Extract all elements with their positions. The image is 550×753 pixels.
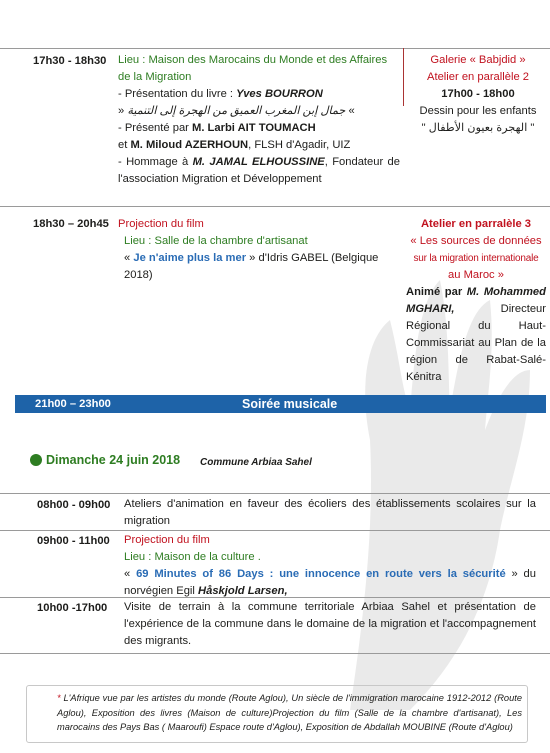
presenters-line-2: et M. Miloud AZERHOUN, FLSH d'Agadir, UIZ bbox=[118, 139, 351, 151]
day-title: Dimanche 24 juin 2018 bbox=[46, 453, 181, 467]
film-title-line: « 69 Minutes of 86 Days : une innocence en route vers la sécurité » du norvégien Egil Håskjold Larsen, bbox=[124, 568, 536, 597]
location-text: Lieu : Maison des Marocains du Monde et des Affaires de la Migration bbox=[118, 54, 388, 83]
workshop-title: Atelier en parralèle 3 bbox=[420, 218, 532, 230]
separator-line bbox=[0, 530, 550, 531]
arabic-book-title: » جمال إبن المغرب العميق من الهجرة إلى التنمية « bbox=[118, 105, 355, 117]
film-session bbox=[124, 532, 536, 600]
separator-line bbox=[0, 597, 550, 598]
film-heading: Projection du film bbox=[124, 534, 210, 546]
time-slot: 17h30 - 18h30 bbox=[33, 55, 107, 67]
activity-text: Ateliers d'animation en faveur des écoliers des établissements scolaires sur la migration bbox=[124, 498, 536, 527]
film-session bbox=[118, 216, 400, 284]
workshop-activity: Dessin pour les enfants bbox=[419, 105, 537, 117]
exhibitions-note bbox=[26, 685, 528, 743]
film-title-line: « Je n'aime plus la mer » d'Idris GABEL (Belgique 2018) bbox=[124, 252, 379, 281]
time-slot: 09h00 - 11h00 bbox=[37, 535, 110, 547]
activity-text: Visite de terrain à la commune territoriale Arbiaa Sahel et présentation de l'expérience de la commune dans le domaine de la migration et l'accompagnement des migrants. bbox=[124, 601, 536, 647]
bar-time: 21h00 – 23h00 bbox=[35, 398, 111, 410]
workshop-time: 17h00 - 18h00 bbox=[441, 88, 515, 100]
bullet-icon bbox=[30, 454, 42, 466]
workshop-topic-3: au Maroc » bbox=[448, 269, 504, 281]
commune-name: Commune Arbiaa Sahel bbox=[200, 457, 312, 468]
separator-line bbox=[0, 206, 550, 207]
separator-line bbox=[0, 493, 550, 494]
separator-line bbox=[0, 653, 550, 654]
workshop-topic-2: sur la migration internationale bbox=[413, 253, 539, 264]
separator-line bbox=[0, 48, 550, 49]
workshop-arabic-title: " الهجرة بعيون الأطفال " bbox=[421, 122, 535, 134]
time-slot: 18h30 – 20h45 bbox=[33, 218, 109, 230]
parallel-workshop-3 bbox=[406, 216, 546, 386]
workshop-venue: Galerie « Babjdid » bbox=[430, 54, 526, 66]
time-slot: 10h00 -17h00 bbox=[37, 602, 108, 614]
bar-title: Soirée musicale bbox=[242, 397, 338, 411]
film-heading: Projection du film bbox=[118, 218, 204, 230]
parallel-workshop-2 bbox=[408, 52, 548, 137]
book-presentation: - Présentation du livre : Yves BOURRON bbox=[118, 88, 323, 100]
location-text: Lieu : Maison de la culture . bbox=[124, 551, 261, 563]
musical-evening-bar bbox=[15, 395, 546, 413]
presenters-line: - Présenté par M. Larbi AIT TOUMACH bbox=[118, 122, 316, 134]
workshop-topic-1: « Les sources de données bbox=[410, 235, 542, 247]
workshop-host: Animé par M. Mohammed MGHARI, Directeur Régional du Haut-Commissariat au Plan de la région de Rabat-Salé-Kénitra bbox=[406, 286, 546, 383]
session-details bbox=[118, 52, 400, 188]
location-text: Lieu : Salle de la chambre d'artisanat bbox=[124, 235, 308, 247]
tribute-line: - Hommage à M. JAMAL ELHOUSSINE, Fondateur de l'association Migration et Développement bbox=[118, 156, 400, 185]
vertical-divider bbox=[403, 48, 404, 106]
workshop-title: Atelier en parallèle 2 bbox=[427, 71, 529, 83]
note-text: * L'Afrique vue par les artistes du monde (Route Aglou), Un siècle de l'immigration marocaine 1912-2012 (Route Aglou), Exposition des livres (Maison de culture)Projection du film (Salle de la chambre d'artisanat), Les marocains des Pays Bas ( Maaroufi) Espace route d'Aglou), Exposition de Abdallah MOUBINE (Route d'Aglou) bbox=[57, 693, 523, 732]
time-slot: 08h00 - 09h00 bbox=[37, 499, 111, 511]
